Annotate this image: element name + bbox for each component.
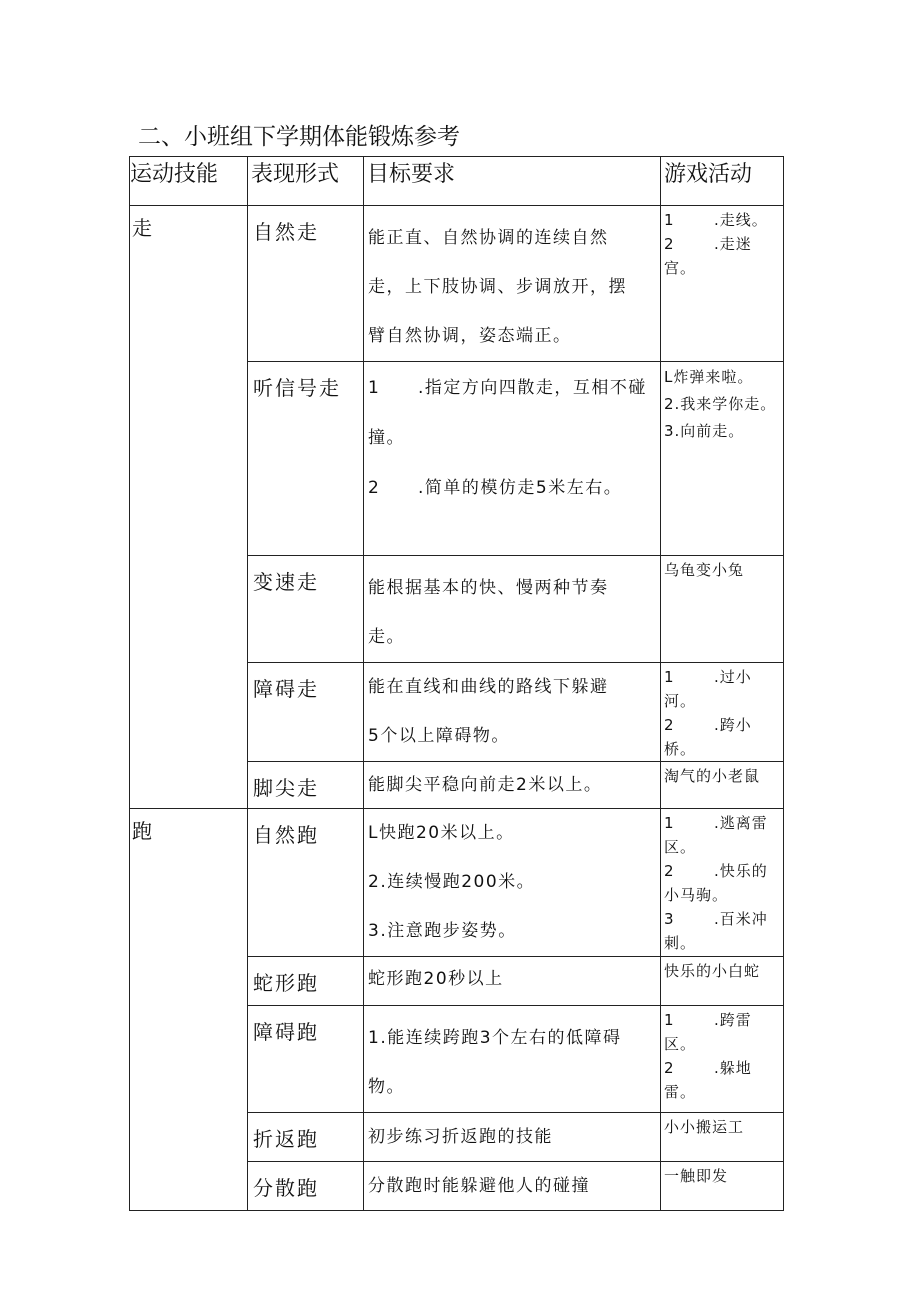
goal-line: L快跑20米以上。 [368, 823, 515, 843]
goal-cell [364, 957, 661, 1006]
goal-cell [364, 556, 661, 663]
game-item: 3.向前走。 [664, 422, 745, 440]
game-cell [661, 1113, 784, 1162]
goal-cell [364, 362, 661, 556]
game-item: 1 .过小河。 [664, 668, 752, 710]
form-cell: 自然跑 [248, 809, 364, 957]
game-cell [661, 1006, 784, 1113]
goal-line: 走，上下肢协调、步调放开，摆 [368, 277, 627, 297]
goal-line: 臂自然协调，姿态端正。 [368, 326, 572, 346]
header-game: 游戏活动 [661, 157, 784, 206]
goal-cell [364, 762, 661, 809]
form-cell: 障碍跑 [248, 1006, 364, 1113]
game-cell [661, 362, 784, 556]
table-row [130, 809, 784, 957]
game-item: 淘气的小老鼠 [664, 767, 761, 785]
form-cell: 折返跑 [248, 1113, 364, 1162]
game-item: 1 .走线。 [664, 211, 768, 229]
game-item: 2 .躲地雷。 [664, 1059, 752, 1101]
goal-line: 1 .指定方向四散走，互相不碰 [368, 378, 647, 398]
game-item: 3 .百米冲刺。 [664, 910, 768, 952]
page-title: 二、小班组下学期体能锻炼参考 [138, 124, 460, 150]
form-cell: 脚尖走 [248, 762, 364, 809]
game-cell [661, 206, 784, 362]
game-item: 乌龟变小兔 [664, 561, 745, 579]
game-item: 2.我来学你走。 [664, 395, 777, 413]
game-item: 1 .逃离雷区。 [664, 814, 768, 856]
skill-run: 跑 [130, 809, 248, 1211]
goal-line: 5个以上障碍物。 [368, 726, 510, 746]
goal-line: 2.连续慢跑200米。 [368, 872, 536, 892]
header-form: 表现形式 [248, 157, 364, 206]
game-cell [661, 809, 784, 957]
form-cell: 障碍走 [248, 663, 364, 762]
goal-cell [364, 663, 661, 762]
table-row [130, 206, 784, 362]
game-cell [661, 1162, 784, 1211]
goal-line: 2 .简单的模仿走5米左右。 [368, 478, 623, 498]
form-cell: 听信号走 [248, 362, 364, 556]
goal-line: 走。 [368, 627, 405, 647]
goal-line: 能根据基本的快、慢两种节奏 [368, 578, 609, 598]
game-item: 2 .快乐的小马驹。 [664, 862, 768, 904]
goal-cell [364, 206, 661, 362]
form-cell: 变速走 [248, 556, 364, 663]
table-header-row [130, 157, 784, 206]
game-item: 2 .跨小桥。 [664, 716, 752, 758]
game-cell [661, 957, 784, 1006]
goal-cell [364, 1113, 661, 1162]
goal-cell [364, 809, 661, 957]
goal-line: 能在直线和曲线的路线下躲避 [368, 677, 609, 697]
game-cell [661, 663, 784, 762]
goal-line: 物。 [368, 1077, 405, 1097]
goal-line: 初步练习折返跑的技能 [368, 1127, 553, 1147]
form-cell: 蛇形跑 [248, 957, 364, 1006]
goal-line: 能脚尖平稳向前走2米以上。 [368, 775, 603, 795]
goal-line: 撞。 [368, 428, 405, 448]
goal-line: 1.能连续跨跑3个左右的低障碍 [368, 1028, 622, 1048]
goal-line: 分散跑时能躲避他人的碰撞 [368, 1176, 590, 1196]
game-item: 1 .跨雷区。 [664, 1011, 752, 1053]
goal-line: 能正直、自然协调的连续自然 [368, 228, 609, 248]
goal-line: 蛇形跑20秒以上 [368, 969, 504, 989]
header-skill: 运动技能 [130, 157, 248, 206]
form-cell: 分散跑 [248, 1162, 364, 1211]
game-item: 快乐的小白蛇 [664, 962, 761, 980]
goal-line: 3.注意跑步姿势。 [368, 921, 517, 941]
header-goal: 目标要求 [364, 157, 661, 206]
game-item: L炸弹来啦。 [664, 368, 754, 386]
goal-cell [364, 1006, 661, 1113]
game-item: 小小搬运工 [664, 1118, 745, 1136]
skill-walk: 走 [130, 206, 248, 809]
goal-cell [364, 1162, 661, 1211]
game-cell [661, 556, 784, 663]
form-cell: 自然走 [248, 206, 364, 362]
exercise-table [129, 156, 784, 1211]
game-item: 2 .走迷宫。 [664, 235, 752, 277]
game-cell [661, 762, 784, 809]
game-item: 一触即发 [664, 1167, 729, 1185]
